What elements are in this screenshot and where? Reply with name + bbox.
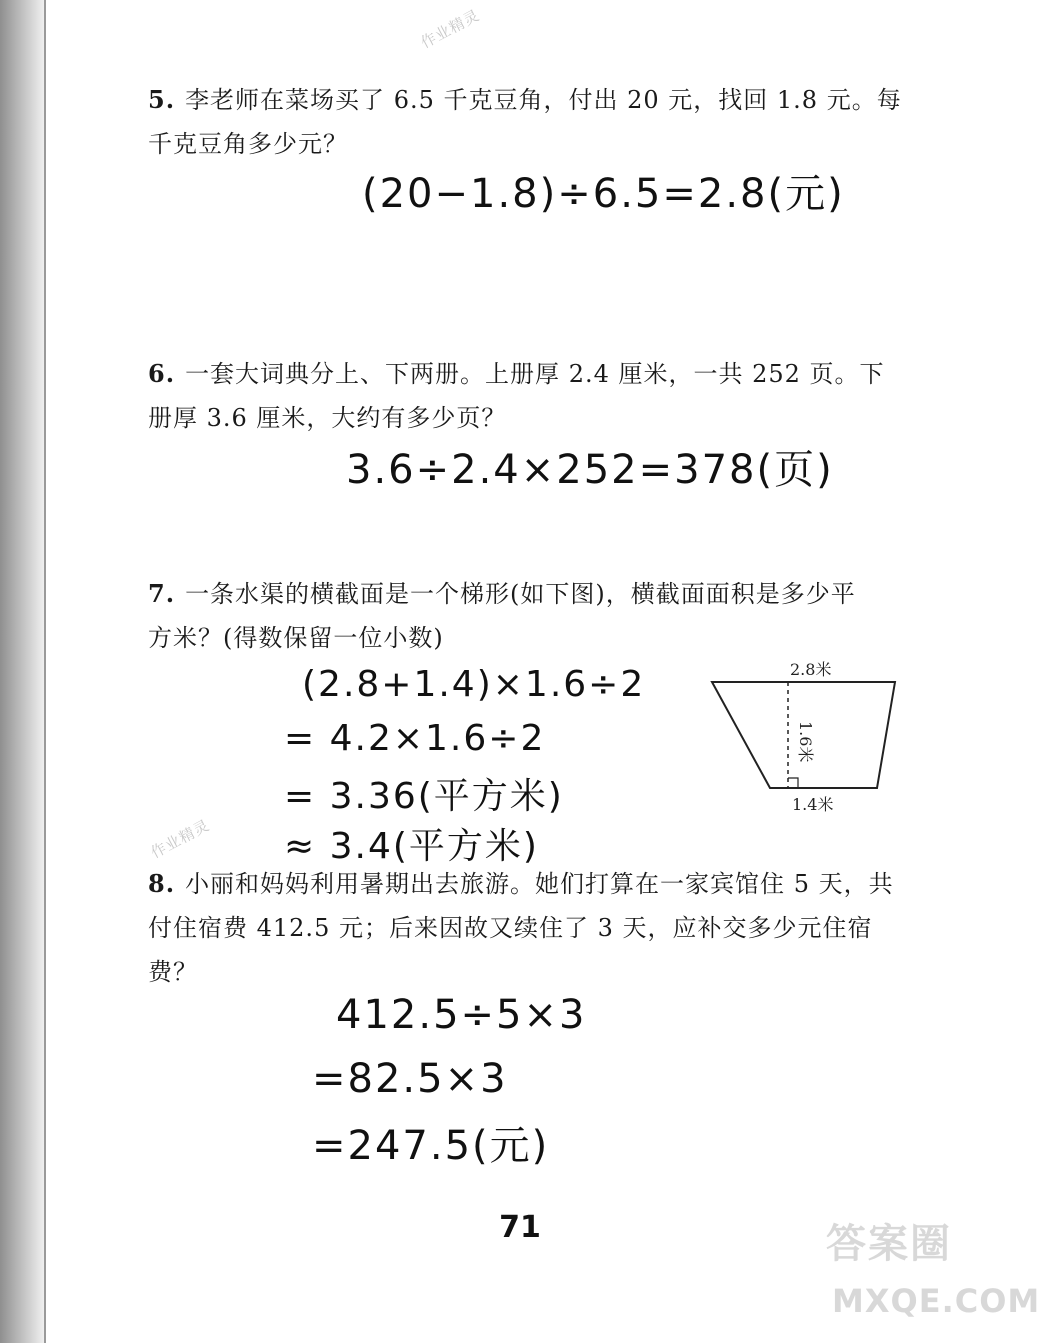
answer-5-line-1: (20−1.8)÷6.5=2.8(元) <box>362 171 845 217</box>
question-6 <box>148 352 908 440</box>
question-text: 小丽和妈妈利用暑期出去旅游。她们打算在一家宾馆住 5 天，共付住宿费 412.5 元；后来因故又续住了 3 天，应补交多少元住宿费？ <box>148 870 894 986</box>
question-7 <box>148 572 868 660</box>
answer-8-line-3: =247.5(元) <box>312 1123 550 1169</box>
answer-7-line-4: ≈ 3.4(平方米) <box>284 826 539 867</box>
answer-6-line-1: 3.6÷2.4×252=378(页) <box>346 447 834 493</box>
top-base-label: 2.8米 <box>790 660 832 679</box>
answer-7-line-1: (2.8+1.4)×1.6÷2 <box>302 664 646 705</box>
trapezoid-figure <box>700 655 910 815</box>
watermark-top: 作业精灵 <box>417 5 483 52</box>
question-text: 李老师在菜场买了 6.5 千克豆角，付出 20 元，找回 1.8 元。每千克豆角多少元？ <box>148 86 902 158</box>
site-watermark-logo <box>826 1212 1040 1340</box>
page-binding-edge <box>0 0 46 1343</box>
question-number: 8. <box>148 869 176 898</box>
question-number: 7. <box>148 579 176 608</box>
question-number: 5. <box>148 85 176 114</box>
question-number: 6. <box>148 359 176 388</box>
question-text: 一套大词典分上、下两册。上册厚 2.4 厘米，一共 252 页。下册厚 3.6 厘米，大约有多少页？ <box>148 360 885 432</box>
question-text: 一条水渠的横截面是一个梯形(如下图)，横截面面积是多少平方米？(得数保留一位小数) <box>148 580 856 652</box>
site-logo-domain: MXQE.COM <box>832 1282 1040 1320</box>
right-angle-mark <box>788 778 798 788</box>
height-label: 1.6米 <box>796 721 815 763</box>
answer-7-line-3: = 3.36(平方米) <box>284 776 564 817</box>
page-number: 71 <box>499 1210 541 1245</box>
watermark-middle: 作业精灵 <box>147 815 213 862</box>
answer-7-line-2: = 4.2×1.6÷2 <box>284 718 546 759</box>
answer-8-line-1: 412.5÷5×3 <box>336 992 587 1038</box>
question-8 <box>148 862 908 994</box>
bottom-base-label: 1.4米 <box>792 795 834 814</box>
question-5 <box>148 78 908 166</box>
answer-8-line-2: =82.5×3 <box>312 1056 508 1102</box>
site-logo-chinese: 答案圈 <box>826 1221 952 1267</box>
